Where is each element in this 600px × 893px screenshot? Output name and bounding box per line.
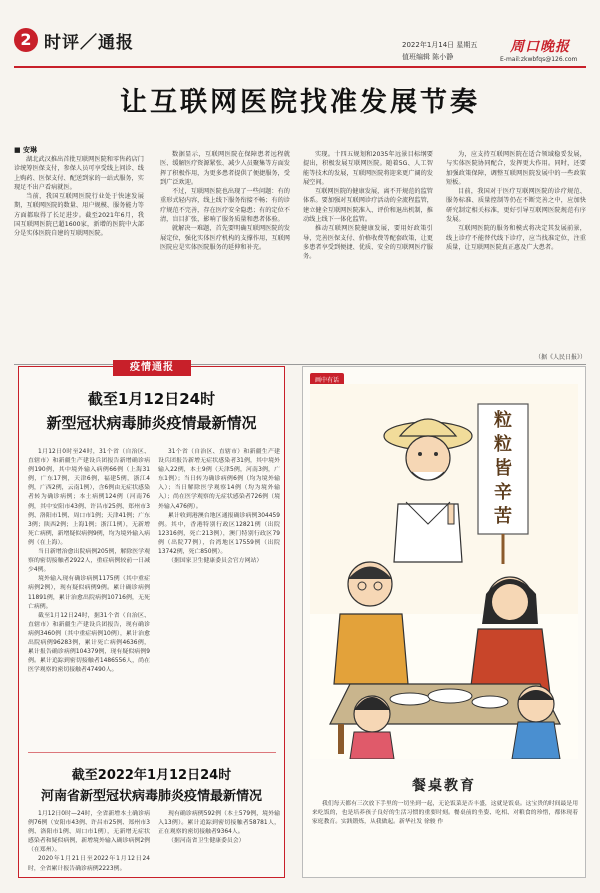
epidemic-title-2-line-1: 截至2022年1月12日24时 [71, 768, 232, 783]
section-title: 时评／通报 [44, 33, 134, 53]
paragraph: 1月12日0时至24时，31个省（自治区、直辖市）和新疆生产建设兵团报告新增确诊病例190例，其中境外输入病例66例（上海31例，广东17例，天津6例，福建5例，浙江4例，广西2例，云南1例），含6例由无症状感染者转为确诊病例；本土病例124例（河南76例，其中安阳市43例、许昌市25例、郑州市3例、洛阳市1例、周口市1例；天津41例；广东3例；陕西2例；上海1例；浙江1例），无新增死亡病例，新增疑似病例9例，均为境外输入病例（在上海）。 [28, 449, 150, 546]
epidemic-divider [28, 752, 276, 753]
cartoon-caption: 我们每天都有三次放下手里的一切坐到一起，无论饭菜是否丰盛，这就是饭桌。这宝贵的时间最是用来吃饭的，也是培养孩子良好的生活习惯的重要时刻。餐桌前的坐姿、吃相、对粮食的珍惜，都体现着家庭教育。实践锻炼，从我做起。新华社发 徐骏 作 [312, 801, 578, 825]
paragraph: 现有确诊病例592例（本土579例，境外输入13例）。累计追踪到密切接触者58781人，正在观察的密切接触者9364人。 [158, 811, 280, 836]
cartoon-title: 餐桌教育 [412, 778, 476, 794]
article-headline: 让互联网医院找准发展节奏 [120, 87, 480, 118]
family-dinner-cartoon [310, 384, 578, 759]
paragraph: 数据显示，互联网医院在保障患者远程就医、缓解医疗资源紧张、减少人员聚集等方面发挥了积极作用，为更多患者提供了便捷服务，受到广泛欢迎。 [160, 151, 290, 186]
epidemic-column-2 [158, 448, 280, 750]
paragraph: 目前，我国对于医疗互联网医院的诊疗规范、服务标准、质量控制等仍在不断完善之中，应加快研究制定相关标准，更好引导互联网医院规范有序发展。 [446, 188, 586, 224]
epidemic-title-1-line-1: 截至1月12日24时 [87, 390, 216, 408]
paragraph: 不过，互联网医院也出现了一些问题：有的重形式轻内容，线上线下服务衔接不畅；有的诊疗规范不完善，存在医疗安全隐患；有的定位不清，盲目扩张，影响了服务质量和患者体验。 [160, 188, 290, 224]
paragraph: 31个省（自治区、直辖市）和新疆生产建设兵团报告新增无症状感染者31例，其中境外输入22例，本土9例（天津5例，河南3例，广东1例）；当日转为确诊病例6例（均为境外输入）；当日解除医学观察14例（均为境外输入）；尚在医学观察的无症状感染者726例（境外输入476例）。 [158, 449, 280, 510]
paragraph: 2020年1月21日至2022年1月12日24时，全省累计报告确诊病例2223例。 [28, 856, 150, 872]
paragraph: （据国家卫生健康委员会官方网站） [168, 558, 263, 565]
article-source: （据《人民日报》） [535, 354, 587, 361]
article-column-4 [446, 150, 586, 360]
article-column-2 [160, 150, 290, 360]
paragraph: 为，应支持互联网医院在适合领域稳妥发展，与实体医院协同配合，发挥更大作用。同时，还要加强政策保障，调整互联网医院发展中的一些政策短板。 [446, 151, 586, 186]
sign-char: 粒 [494, 410, 512, 431]
epidemic-column-3 [28, 810, 150, 872]
paragraph: 当日新增治愈出院病例205例，解除医学观察的密切接触者2922人，重症病例较前一日减少4例。 [28, 549, 150, 574]
epidemic-report-tag: 疫情通报 [113, 360, 191, 376]
article-column-3 [303, 150, 433, 360]
paragraph: 就解决一难题，首先要明确互联网医院的发展定位，强化实体医疗机构的支撑作用，互联网医院应是实体医院服务的延伸和补充。 [160, 225, 290, 251]
sign-char: 苦 [494, 506, 512, 527]
header-divider [14, 66, 586, 68]
epidemic-column-1 [28, 448, 150, 750]
sign-char: 皆 [494, 458, 512, 479]
newspaper-logo: 周口晚报 [510, 39, 570, 55]
paragraph: 湖北武汉推出首批互联网医院和零售药店门诊统筹医保支付，参保人员可享受线上问诊、线上购药、医保支付、配送到家的一站式服务，实现足不出户看病就医。 [14, 156, 144, 191]
paragraph: 当前，我国互联网医院行业处于快速发展期，互联网医院的数量、用户规模、服务能力等方面都取得了长足进步。截至2021年6月，我国互联网医院已超1600家，新增的医院中大部分是实体医院自建的互联网医院。 [14, 193, 144, 238]
section-divider [14, 364, 586, 365]
article-column-1 [14, 155, 144, 360]
paragraph: 截至1月12日24时，据31个省（自治区、直辖市）和新疆生产建设兵团报告，现有确诊病例3460例（其中重症病例10例），累计治愈出院病例96283例，累计死亡病例4636例，累计报告确诊病例104379例，现有疑似病例9例。累计追踪到密切接触者1486556人，尚在医学观察的密切接触者47490人。 [28, 612, 150, 674]
epidemic-title-2-line-2: 河南省新型冠状病毒肺炎疫情最新情况 [40, 789, 262, 804]
duty-editor: 值班编辑 陈小静 [402, 53, 454, 61]
article-byline: ■ 安琳 [14, 146, 38, 154]
sign-char: 粒 [494, 434, 512, 455]
paragraph: 境外输入现有确诊病例1175例（其中重症病例2例），现有疑似病例9例。累计确诊病例11891例，累计治愈出院病例10716例，无死亡病例。 [28, 576, 150, 610]
paragraph: 互联网医院的健康发展，离不开规范的监管体系。要加强对互联网诊疗活动的全流程监管，建立健全互联网医院准入、评价和退出机制，推动线上线下一体化监管。 [303, 188, 433, 224]
paragraph: 实现。十四五规划和2035年远景目标纲要提出，积极发展互联网医院。随着5G、人工智能等技术的发展，互联网医院将迎来更广阔的发展空间。 [303, 151, 433, 186]
issue-date: 2022年1月14日 星期五 [402, 41, 478, 49]
paragraph: 累计收到港澳台地区通报确诊病例304459例。其中，香港特别行政区12821例（出院12316例，死亡213例），澳门特别行政区79例（出院77例），台湾地区17559例（出院13742例，死亡850例）。 [158, 512, 280, 556]
epidemic-title-1-line-2: 新型冠状病毒肺炎疫情最新情况 [46, 414, 257, 432]
paragraph: 互联网医院的服务和模式将决定其发展前景，线上诊疗不能替代线下诊疗，应当找准定位，注重质量，让互联网医院真正惠及广大患者。 [446, 225, 586, 251]
paragraph: 推动互联网医院健康发展，要用好政策引导，完善医保支付、价格收费等配套政策，让更多患者享受到便捷、优质、安全的互联网医疗服务。 [303, 225, 433, 261]
paragraph: 1月12日0时—24时，全省新增本土确诊病例76例（安阳市43例、许昌市25例、郑州市3例、洛阳市1例、周口市1例），无新增无症状感染者和疑似病例，新增境外输入确诊病例2例（在郑州）。 [28, 811, 150, 854]
epidemic-column-4 [158, 810, 280, 872]
cartoon-tag: 画中有话 [310, 373, 344, 386]
contact-email[interactable]: E-mail:zkwbfqs@126.com [500, 56, 578, 63]
sign-char: 辛 [494, 482, 512, 503]
boy-figure [512, 686, 560, 759]
page-number: 2 [14, 28, 38, 52]
paragraph: （据河南省卫生健康委员会） [168, 838, 245, 845]
